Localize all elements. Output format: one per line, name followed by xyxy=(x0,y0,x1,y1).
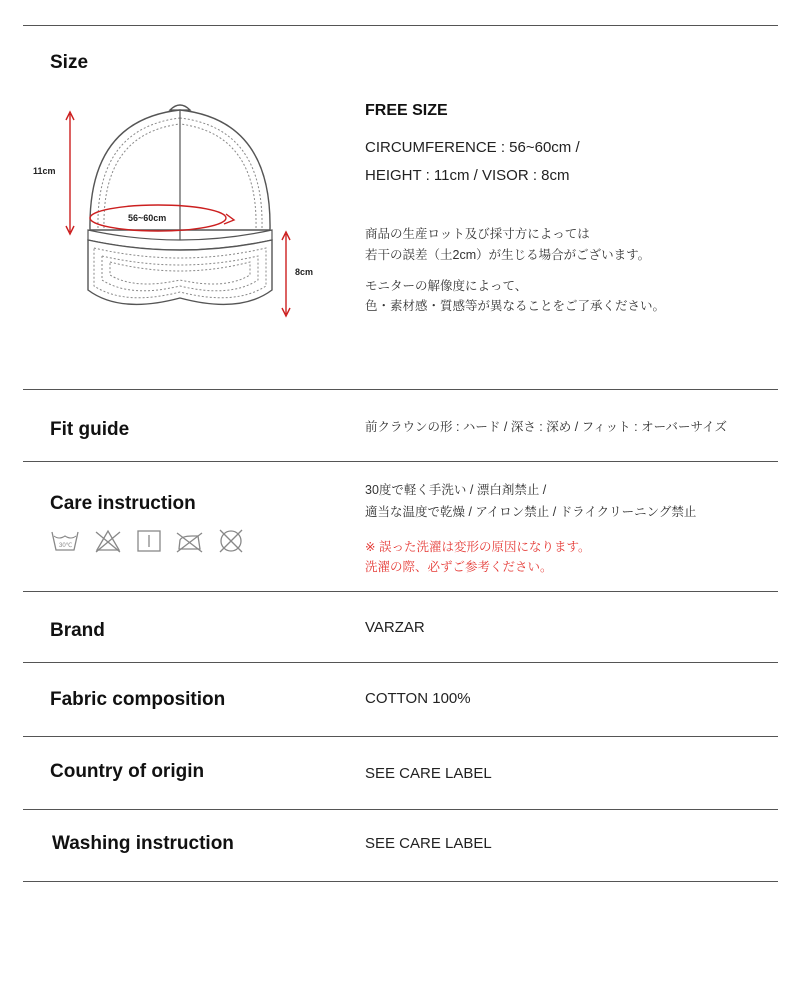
care-warning-line1: ※ 誤った洗濯は変形の原因になります。 xyxy=(365,540,591,554)
fabric-value: COTTON 100% xyxy=(365,690,471,707)
size-note-line3: モニターの解像度によって、 xyxy=(365,279,528,293)
washing-value: SEE CARE LABEL xyxy=(365,835,492,852)
cap-diagram xyxy=(30,100,330,330)
divider xyxy=(23,389,778,390)
size-note-line1: 商品の生産ロット及び採寸方によっては xyxy=(365,227,590,241)
height-label: 11cm xyxy=(33,166,56,176)
size-note-line2: 若干の誤差（土2cm）が生じる場合がございます。 xyxy=(365,248,651,262)
size-measure-line1: CIRCUMFERENCE : 56~60cm / xyxy=(365,139,580,156)
size-note-line4: 色・素材感・質感等が異なることをご了承ください。 xyxy=(365,299,666,313)
divider xyxy=(23,809,778,810)
no-bleach-icon xyxy=(96,531,120,552)
cap-button xyxy=(170,105,190,110)
no-iron-icon xyxy=(177,533,202,552)
visor-label: 8cm xyxy=(295,267,314,277)
origin-heading: Country of origin xyxy=(50,761,205,782)
care-line1: 30度で軽く手洗い / 漂白剤禁止 / xyxy=(365,483,547,497)
tumble-dry-icon xyxy=(138,531,160,551)
care-icons xyxy=(50,528,250,558)
washing-heading: Washing instruction xyxy=(52,833,234,854)
fit-guide-heading: Fit guide xyxy=(50,419,130,440)
divider xyxy=(23,591,778,592)
wash-temp-text: 30℃ xyxy=(59,543,73,549)
divider xyxy=(23,461,778,462)
fabric-heading: Fabric composition xyxy=(50,689,226,710)
divider xyxy=(23,25,778,26)
brand-heading: Brand xyxy=(50,620,105,641)
care-line2: 適当な温度で乾燥 / アイロン禁止 / ドライクリーニング禁止 xyxy=(365,505,697,519)
fit-guide-value: 前クラウンの形 : ハード / 深さ : 深め / フィット : オーバーサイズ xyxy=(365,420,727,434)
hand-wash-30-icon xyxy=(52,532,78,550)
divider xyxy=(23,736,778,737)
origin-value: SEE CARE LABEL xyxy=(365,765,492,782)
size-title: FREE SIZE xyxy=(365,102,448,119)
divider xyxy=(23,881,778,882)
size-measure-line2: HEIGHT : 11cm / VISOR : 8cm xyxy=(365,167,570,184)
no-dry-clean-icon xyxy=(220,530,242,552)
care-warning-line2: 洗濯の際、必ずご参考ください。 xyxy=(365,560,553,574)
size-heading: Size xyxy=(50,52,89,73)
divider xyxy=(23,662,778,663)
care-heading: Care instruction xyxy=(50,493,196,514)
circumference-label: 56~60cm xyxy=(128,213,167,223)
brand-value: VARZAR xyxy=(365,619,425,636)
